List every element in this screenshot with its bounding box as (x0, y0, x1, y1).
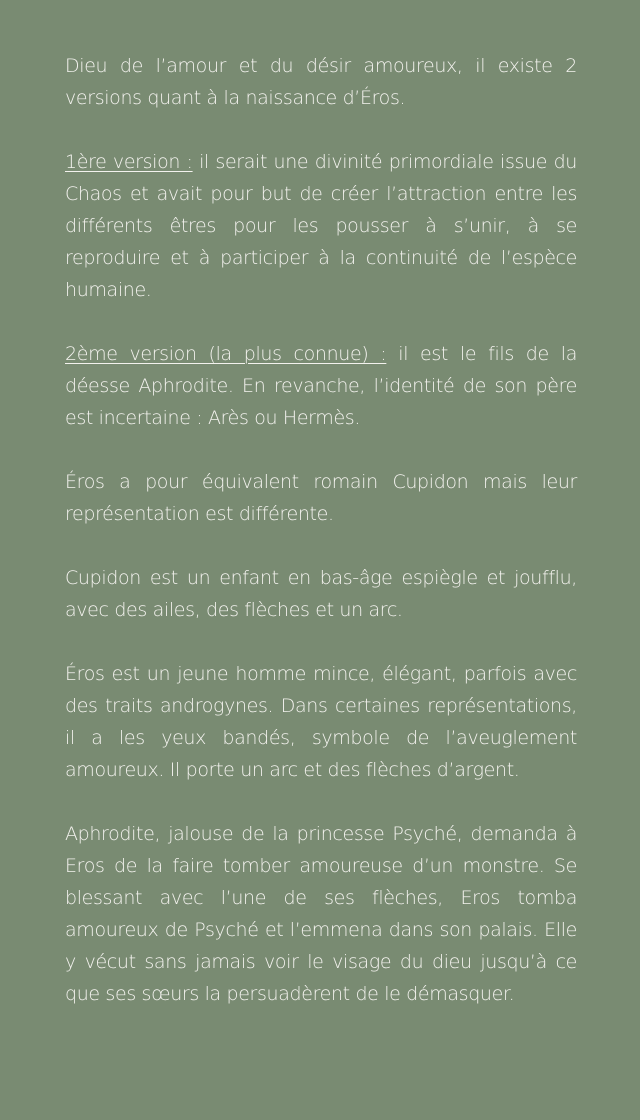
paragraph-text: Éros a pour équivalent romain Cupidon mais leur représentation est différente. (65, 471, 577, 525)
paragraph-text: il est le fils de la déesse Aphrodite. En revanche, l’identité de son père est incertaine : Arès ou Hermès. (65, 343, 577, 429)
paragraph-cupidon-equivalent (65, 466, 577, 530)
paragraph-intro (65, 50, 577, 114)
paragraph-eros-description (65, 658, 577, 786)
paragraph-version-1 (65, 146, 577, 306)
paragraph-text: Aphrodite, jalouse de la princesse Psyché, demanda à Eros de la faire tomber amoureuse d’un monstre. Se blessant avec l’une de ses flèches, Eros tomba amoureux de Psyché et l’emmena dans son palais. Elle y vécut sans jamais voir le visage du dieu jusqu’à ce que ses sœurs la persuadèrent de le démasquer. (65, 823, 577, 1005)
paragraph-lead-underlined: 1ère version : (65, 151, 193, 173)
paragraph-text: Cupidon est un enfant en bas-âge espiègle et joufflu, avec des ailes, des flèches et un arc. (65, 567, 577, 621)
paragraph-psyche-story (65, 818, 577, 1010)
paragraph-version-2 (65, 338, 577, 434)
paragraph-cupidon-description (65, 562, 577, 626)
paragraph-lead-underlined: 2ème version (la plus connue) : (65, 343, 387, 365)
paragraph-text: il serait une divinité primordiale issue du Chaos et avait pour but de créer l’attraction entre les différents êtres pour les pousser à s’unir, à se reproduire et à participer à la continuité de l’espèce humaine. (65, 151, 577, 301)
paragraph-text: Dieu de l’amour et du désir amoureux, il existe 2 versions quant à la naissance d’Éros. (65, 55, 577, 109)
paragraph-text: Éros est un jeune homme mince, élégant, parfois avec des traits androgynes. Dans certaines représentations, il a les yeux bandés, symbole de l’aveuglement amoureux. Il porte un arc et des flèches d’argent. (65, 663, 577, 781)
